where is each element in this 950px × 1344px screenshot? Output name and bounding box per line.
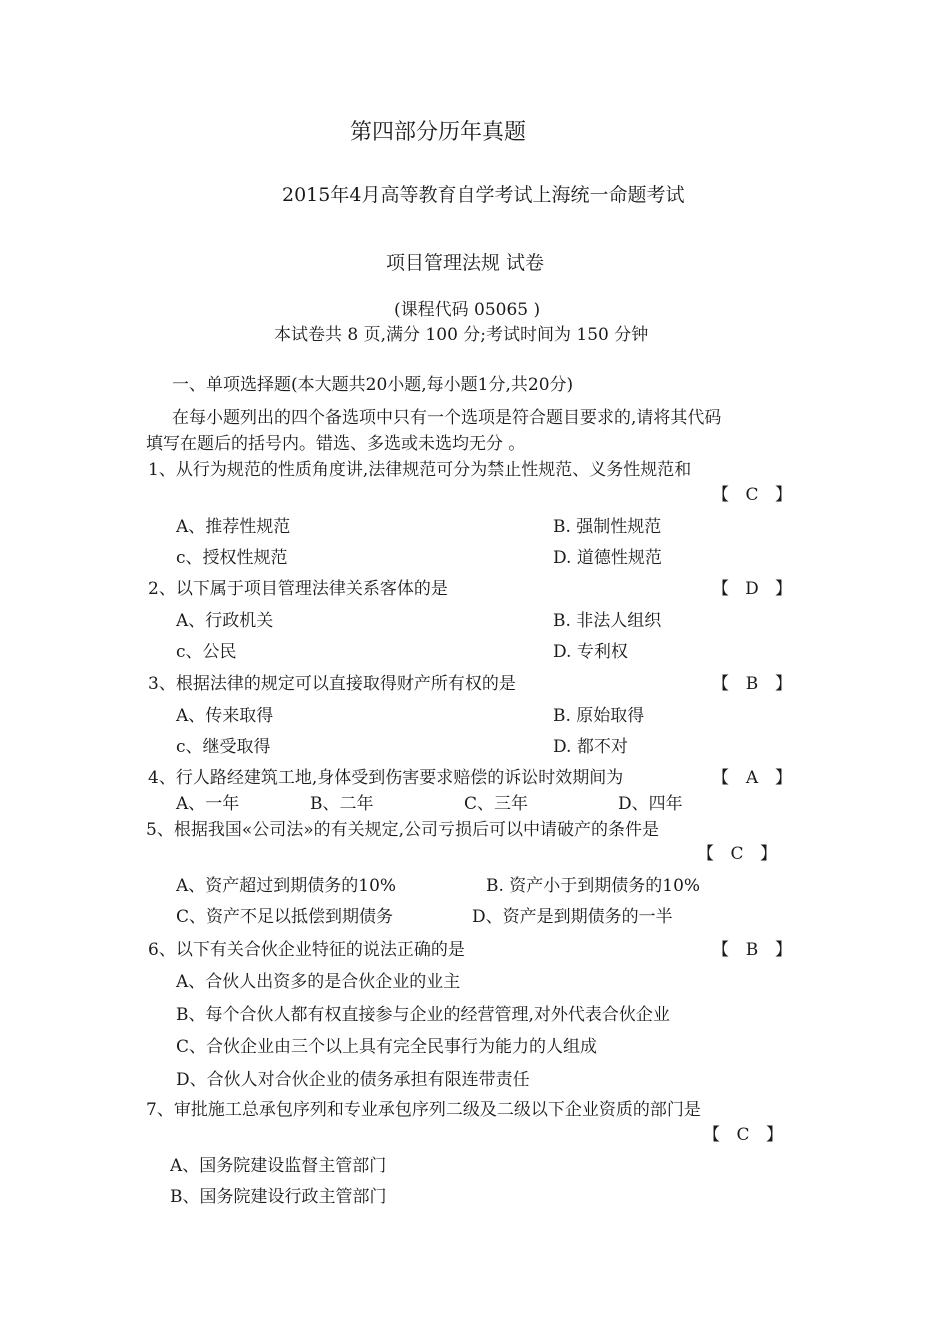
option-d: D、合伙人对合伙企业的债务承担有限连带责任: [176, 1070, 530, 1090]
question-stem: 2、以下属于项目管理法律关系客体的是: [148, 579, 448, 599]
option-c: c、授权性规范: [176, 548, 288, 568]
option-a: A、国务院建设监督主管部门: [170, 1156, 387, 1176]
paper-info: 本试卷共 8 页,满分 100 分;考试时间为 150 分钟: [274, 325, 649, 345]
option-a: A、行政机关: [176, 611, 274, 631]
option-d: D. 都不对: [553, 737, 628, 757]
question-stem: 3、根据法律的规定可以直接取得财产所有权的是: [148, 674, 516, 694]
option-d: D. 道德性规范: [553, 548, 662, 568]
option-a: A、一年: [176, 794, 240, 814]
question-stem: 4、行人路经建筑工地,身体受到伤害要求赔偿的诉讼时效期间为: [148, 768, 624, 788]
question-stem: 6、以下有关合伙企业特征的说法正确的是: [148, 940, 465, 960]
bracket-open: 【: [712, 940, 729, 960]
option-b: B. 原始取得: [553, 706, 645, 726]
option-d: D、四年: [618, 794, 683, 814]
option-a: A、资产超过到期债务的10%: [176, 876, 397, 896]
answer-bracket: [712, 767, 792, 789]
bracket-open: 【: [697, 844, 714, 864]
bracket-close: 】: [775, 768, 792, 788]
answer-value: C: [730, 844, 744, 864]
paper-title: 项目管理法规 试卷: [386, 252, 545, 274]
answer-value: B: [745, 940, 759, 960]
answer-value: C: [745, 485, 759, 505]
bracket-open: 【: [712, 768, 729, 788]
section-instruction: 在每小题列出的四个备选项中只有一个选项是符合题目要求的,请将其代码: [172, 408, 722, 428]
answer-bracket: [712, 673, 792, 695]
bracket-close: 】: [775, 940, 792, 960]
option-b: B、每个合伙人都有权直接参与企业的经营管理,对外代表合伙企业: [176, 1005, 670, 1025]
answer-bracket: [712, 578, 792, 600]
bracket-close: 】: [775, 674, 792, 694]
bracket-open: 【: [712, 674, 729, 694]
exam-title: 2015年4月高等教育自学考试上海统一命题考试: [282, 184, 685, 206]
answer-bracket: [712, 484, 792, 506]
option-c: c、公民: [176, 642, 237, 662]
section-instruction: 填写在题后的括号内。错选、多选或未选均无分 。: [146, 434, 526, 454]
option-a: A、推荐性规范: [176, 517, 291, 537]
answer-bracket: [697, 843, 777, 865]
option-c: C、资产不足以抵偿到期债务: [176, 907, 394, 927]
bracket-open: 【: [712, 485, 729, 505]
option-b: B、国务院建设行政主管部门: [170, 1187, 387, 1207]
answer-value: D: [745, 579, 759, 599]
section-title: 一、单项选择题(本大题共20小题,每小题1分,共20分): [172, 375, 574, 395]
option-b: B、二年: [310, 794, 374, 814]
bracket-close: 】: [775, 485, 792, 505]
question-stem: 5、根据我国«公司法»的有关规定,公司亏损后可以中请破产的条件是: [146, 820, 660, 840]
option-b: B. 资产小于到期债务的10%: [486, 876, 701, 896]
option-b: B. 非法人组织: [553, 611, 662, 631]
part-title: 第四部分历年真题: [350, 120, 527, 145]
option-c: c、继受取得: [176, 737, 271, 757]
answer-value: C: [736, 1125, 750, 1145]
answer-bracket: [703, 1124, 783, 1146]
option-d: D. 专利权: [553, 642, 628, 662]
option-a: A、合伙人出资多的是合伙企业的业主: [176, 972, 461, 992]
bracket-close: 】: [775, 579, 792, 599]
option-b: B. 强制性规范: [553, 517, 662, 537]
question-stem: 1、从行为规范的性质角度讲,法律规范可分为禁止性规范、义务性规范和: [148, 460, 692, 480]
course-code: (课程代码 05065 ): [394, 300, 541, 320]
bracket-close: 】: [766, 1125, 783, 1145]
option-a: A、传来取得: [176, 706, 274, 726]
bracket-open: 【: [703, 1125, 720, 1145]
answer-value: A: [745, 768, 759, 788]
answer-bracket: [712, 939, 792, 961]
option-c: C、三年: [464, 794, 529, 814]
bracket-open: 【: [712, 579, 729, 599]
option-d: D、资产是到期债务的一半: [472, 907, 673, 927]
answer-value: B: [745, 674, 759, 694]
bracket-close: 】: [760, 844, 777, 864]
question-stem: 7、审批施工总承包序列和专业承包序列二级及二级以下企业资质的部门是: [146, 1100, 701, 1120]
option-c: C、合伙企业由三个以上具有完全民事行为能力的人组成: [176, 1037, 598, 1057]
